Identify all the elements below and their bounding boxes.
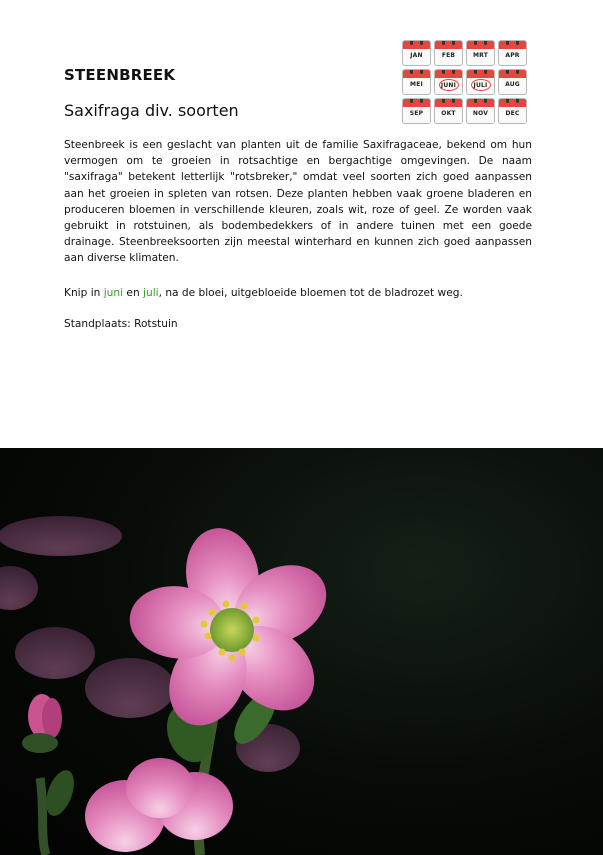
calendar-month-label: JULI xyxy=(471,79,491,91)
calendar-header-bar xyxy=(467,70,494,78)
prune-month-july: juli xyxy=(143,287,159,299)
calendar-month-nov xyxy=(466,98,495,124)
calendar-month-label: JAN xyxy=(410,52,423,59)
calendar-ring-icon xyxy=(410,69,413,74)
calendar-ring-icon xyxy=(516,98,519,103)
calendar-ring-icon xyxy=(506,69,509,74)
calendar-month-mrt xyxy=(466,40,495,66)
prune-instruction xyxy=(64,285,532,301)
calendar-month-label: OKT xyxy=(441,110,456,117)
calendar-header-bar xyxy=(403,70,430,78)
calendar-month-label: MEI xyxy=(410,81,423,88)
calendar-month-label: SEP xyxy=(409,110,424,117)
prune-suffix: , na de bloei, uitgebloeide bloemen tot de bladrozet weg. xyxy=(158,287,463,299)
prune-month-june: juni xyxy=(103,287,124,299)
calendar-ring-icon xyxy=(474,40,477,45)
calendar-ring-icon xyxy=(506,40,509,45)
calendar-ring-icon xyxy=(484,98,487,103)
description-paragraph: Steenbreek is een geslacht van planten uit de familie Saxifragaceae, bekend om hun vermogen om te groeien in rotsachtige en bergachtige omgevingen. De naam "saxifraga" betekent letterlijk "rotsbreker," omdat veel soorten zich goed aanpassen aan het groeien in spleten van rotsen. Deze planten hebben vaak groene bladeren en produceren bloemen in verschillende kleuren, zoals wit, roze of geel. Ze worden vaak gebruikt in rotstuinen, als bodembedekkers of in andere tuinen met een goede drainage. Steenbreeksoorten zijn meestal winterhard en kunnen zich goed aanpassen aan diverse klimaten. xyxy=(64,139,532,265)
flower-illustration xyxy=(0,448,603,855)
calendar-month-apr xyxy=(498,40,527,66)
calendar-ring-icon xyxy=(516,40,519,45)
calendar-ring-icon xyxy=(452,98,455,103)
calendar-month-mei xyxy=(402,69,431,95)
calendar-ring-icon xyxy=(474,98,477,103)
location-text: Standplaats: Rotstuin xyxy=(64,318,178,330)
calendar-month-label: APR xyxy=(505,52,520,59)
calendar-ring-icon xyxy=(506,98,509,103)
calendar-ring-icon xyxy=(420,69,423,74)
calendar-header-bar xyxy=(435,99,462,107)
calendar-ring-icon xyxy=(484,69,487,74)
prune-prefix: Knip in xyxy=(64,287,104,299)
calendar-header-bar xyxy=(403,41,430,49)
calendar-header-bar xyxy=(403,99,430,107)
calendar-ring-icon xyxy=(410,40,413,45)
calendar-header-bar xyxy=(499,99,526,107)
calendar-header-bar xyxy=(435,70,462,78)
calendar-month-dec xyxy=(498,98,527,124)
calendar-month-label: NOV xyxy=(472,110,489,117)
page-title: STEENBREEK xyxy=(64,66,176,84)
calendar-ring-icon xyxy=(452,69,455,74)
calendar-month-jan xyxy=(402,40,431,66)
calendar-header-bar xyxy=(467,99,494,107)
calendar-ring-icon xyxy=(410,98,413,103)
calendar-month-aug xyxy=(498,69,527,95)
calendar-ring-icon xyxy=(420,40,423,45)
calendar-header-bar xyxy=(435,41,462,49)
calendar-ring-icon xyxy=(442,40,445,45)
calendar-ring-icon xyxy=(516,69,519,74)
calendar-month-feb xyxy=(434,40,463,66)
calendar-ring-icon xyxy=(420,98,423,103)
calendar-ring-icon xyxy=(452,40,455,45)
calendar-month-label: JUNI xyxy=(439,79,459,91)
calendar-month-juli xyxy=(466,69,495,95)
calendar-ring-icon xyxy=(484,40,487,45)
calendar-ring-icon xyxy=(442,69,445,74)
calendar-header-bar xyxy=(499,41,526,49)
calendar-month-juni xyxy=(434,69,463,95)
page-subtitle: Saxifraga div. soorten xyxy=(64,101,239,120)
flower-photo xyxy=(0,448,603,855)
calendar-header-bar xyxy=(467,41,494,49)
calendar-month-label: MRT xyxy=(472,52,488,59)
calendar-ring-icon xyxy=(474,69,477,74)
calendar-header-bar xyxy=(499,70,526,78)
month-calendar xyxy=(402,40,527,125)
calendar-month-okt xyxy=(434,98,463,124)
calendar-ring-icon xyxy=(442,98,445,103)
calendar-month-sep xyxy=(402,98,431,124)
calendar-month-label: AUG xyxy=(505,81,520,88)
calendar-month-label: FEB xyxy=(441,52,456,59)
prune-middle: en xyxy=(123,287,144,299)
calendar-month-label: DEC xyxy=(505,110,520,117)
